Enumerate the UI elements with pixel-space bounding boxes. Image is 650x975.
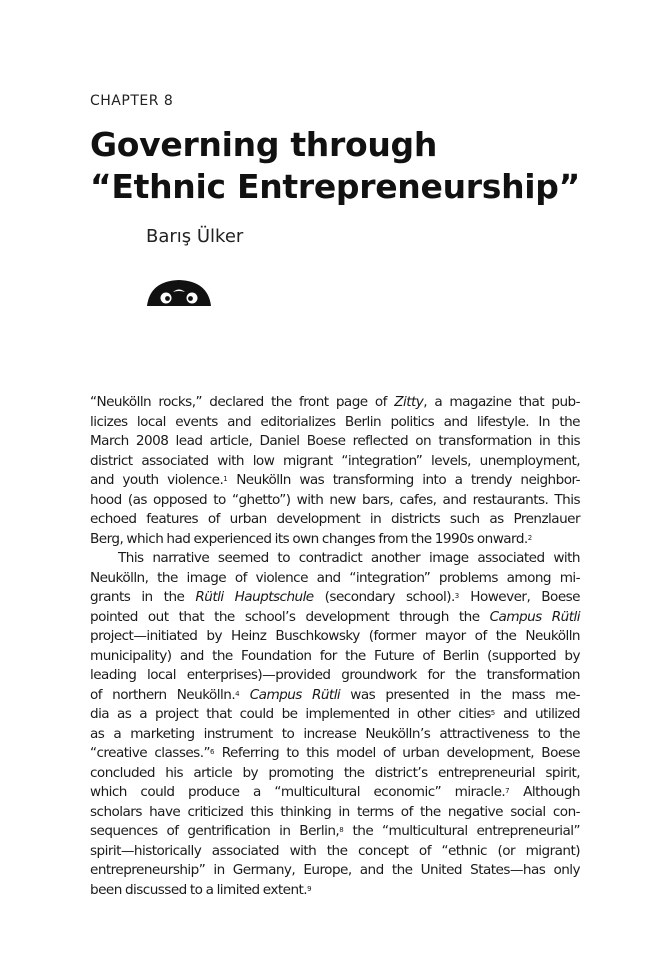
footnote-marker[interactable]: 3 bbox=[454, 592, 460, 600]
footnote-marker[interactable]: 8 bbox=[339, 826, 344, 834]
text-line: leading local enterprises)—provided groundwork for the transformation bbox=[90, 667, 580, 683]
text-line: grants in the Rütli Hauptschule (secondary school).$^3$ However, Boese bbox=[90, 589, 580, 605]
italic-title: Zitty bbox=[394, 394, 424, 410]
text-line: district associated with low migrant “integration” levels, unemployment, bbox=[90, 452, 580, 469]
body-text bbox=[90, 393, 580, 900]
italic-title: Rütli Hauptschule bbox=[195, 589, 314, 605]
italic-title: Campus Rütli bbox=[489, 608, 580, 625]
text-line: municipality) and the Foundation for the Future of Berlin (supported by bbox=[90, 647, 580, 664]
text-line: and youth violence.$^1$ Neukölln was transforming into a trendy neighbor- bbox=[90, 472, 580, 488]
text-line: This narrative seemed to contradict another image associated with bbox=[118, 550, 580, 566]
text-line: which could produce a “multicultural economic” miracle.$^7$ Although bbox=[90, 784, 580, 800]
footnote-marker[interactable]: 4 bbox=[235, 689, 240, 698]
text-line: Berg, which had experienced its own changes from the 1990s onward.$^2$ bbox=[90, 530, 533, 547]
text-line: spirit—historically associated with the concept of “ethnic (or migrant) bbox=[90, 842, 580, 859]
text-line: licizes local events and editorializes Berlin politics and lifestyle. In the bbox=[90, 413, 580, 430]
author-name: Barış Ülker bbox=[146, 226, 244, 247]
text-line: “creative classes.”$^6$ Referring to this model of urban development, Boese bbox=[90, 745, 580, 761]
footnote-marker[interactable]: 7 bbox=[505, 787, 510, 795]
text-line: “Neukölln rocks,” declared the front page of Zitty, a magazine that pub- bbox=[90, 394, 580, 410]
text-line: concluded his article by promoting the district’s entrepreneurial spirit, bbox=[90, 764, 580, 781]
text-line: entrepreneurship” in Germany, Europe, and the United States—has only bbox=[90, 862, 580, 878]
text-line: scholars have criticized this thinking in terms of the negative social con- bbox=[90, 803, 580, 820]
chapter-title bbox=[90, 124, 610, 208]
paragraph-1 bbox=[90, 393, 580, 549]
text-line: March 2008 lead article, Daniel Boese reflected on transformation in this bbox=[90, 433, 580, 449]
text-line: as a marketing instrument to increase Neukölln’s attractiveness to the bbox=[90, 725, 580, 742]
footnote-marker[interactable]: 2 bbox=[527, 533, 533, 542]
footnote-marker[interactable]: 5 bbox=[490, 709, 496, 717]
text-line: of northern Neukölln.$^4$ Campus Rütli was presented in the mass me- bbox=[90, 686, 580, 703]
chapter-title-line-1: Governing through bbox=[90, 125, 438, 164]
paragraph-2 bbox=[90, 549, 580, 900]
chapter-title-line-2: “Ethnic Entrepreneurship” bbox=[90, 167, 580, 206]
chapter-label: CHAPTER 8 bbox=[90, 93, 174, 109]
text-line: sequences of gentrification in Berlin,$^8$ the “multicultural entrepreneurial” bbox=[90, 823, 581, 839]
footnote-marker[interactable]: 9 bbox=[307, 884, 312, 893]
text-line: project—initiated by Heinz Buschkowsky (former mayor of the Neukölln bbox=[90, 628, 580, 644]
text-line: Neukölln, the image of violence and “integration” problems among mi- bbox=[90, 569, 580, 586]
text-line: hood (as opposed to “ghetto”) with new bars, cafes, and restaurants. This bbox=[90, 491, 580, 508]
ornament-arch bbox=[147, 280, 211, 306]
decorative-arch-ornament-icon bbox=[146, 278, 212, 308]
text-line: been discussed to a limited extent.$^9$ bbox=[90, 881, 312, 898]
text-line: pointed out that the school’s development through the Campus Rütli bbox=[90, 608, 580, 625]
footnote-marker[interactable]: 1 bbox=[223, 475, 228, 483]
text-line: dia as a project that could be implemented in other cities$^5$ and utilized bbox=[90, 706, 580, 722]
text-line: echoed features of urban development in districts such as Prenzlauer bbox=[90, 511, 580, 527]
footnote-marker[interactable]: 6 bbox=[209, 748, 215, 756]
italic-title: Campus Rütli bbox=[249, 686, 341, 703]
